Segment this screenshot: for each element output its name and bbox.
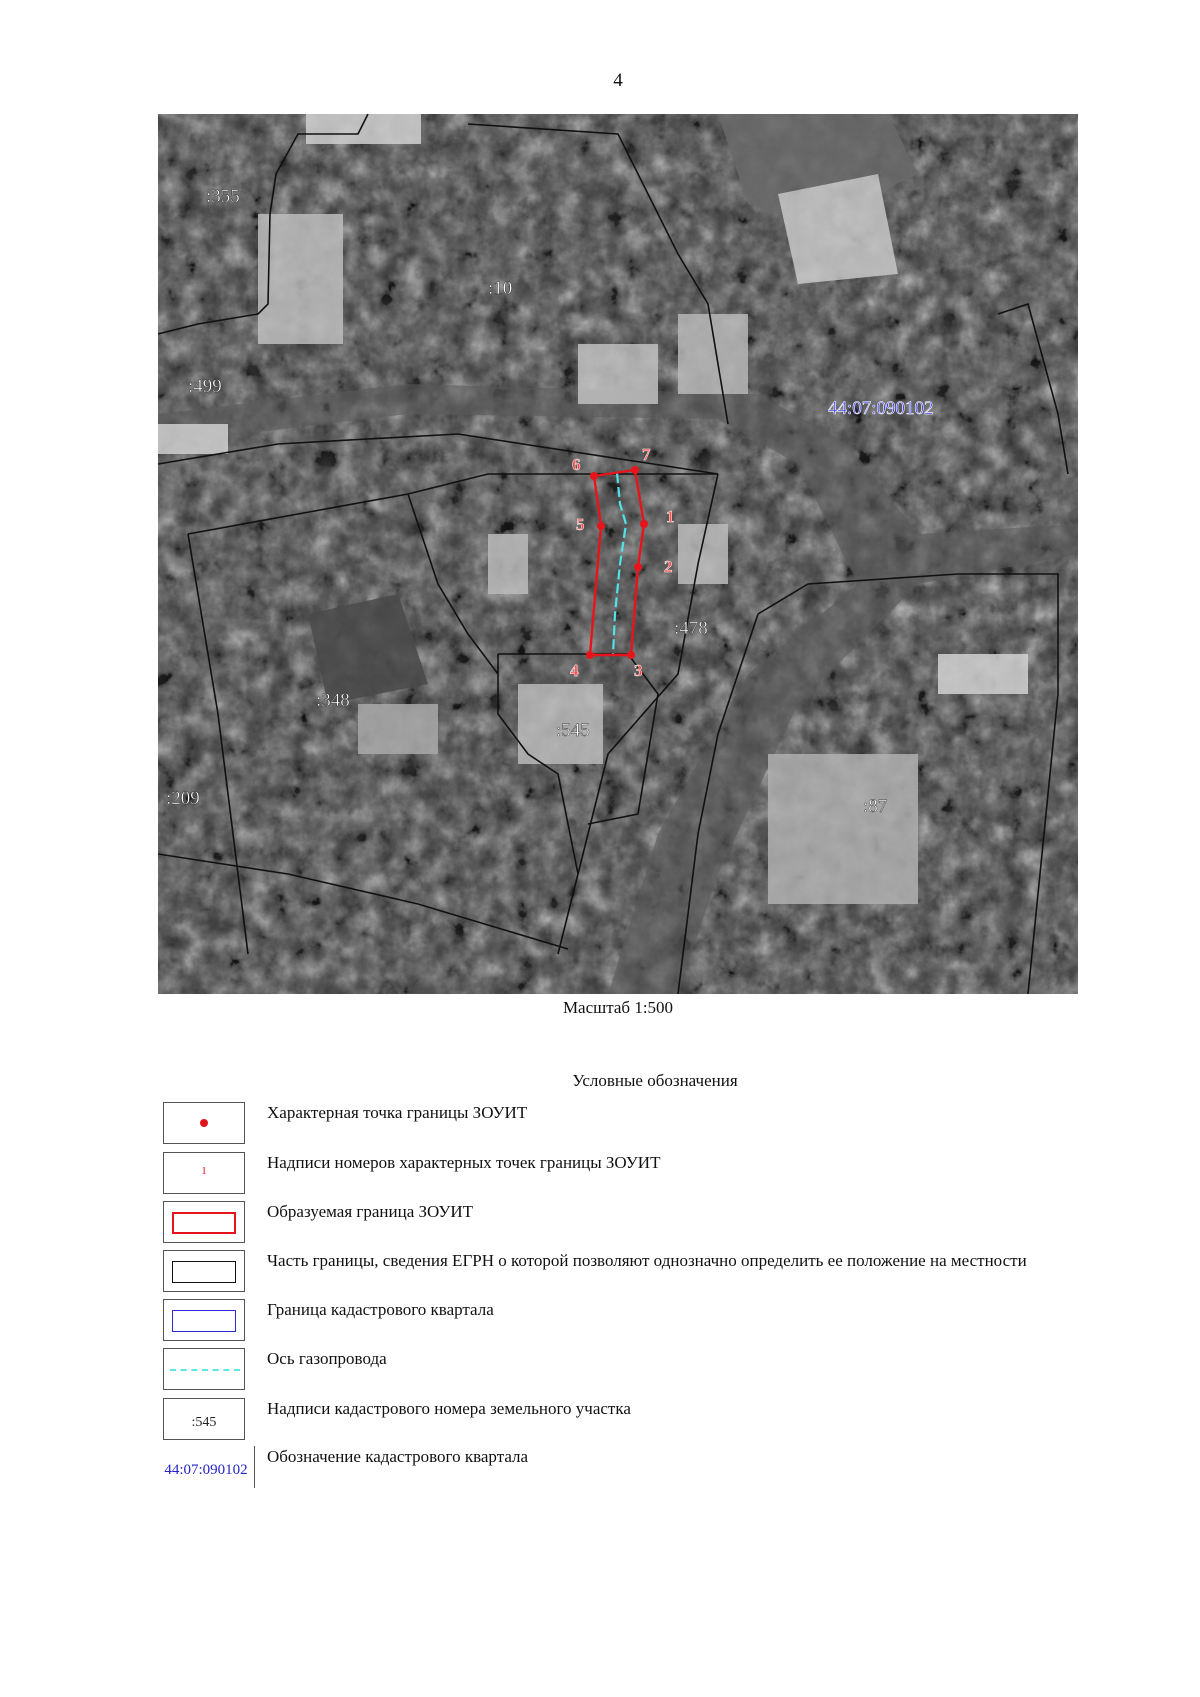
legend-item-quarter-boundary <box>163 1299 1083 1343</box>
legend-item-point-number <box>163 1152 1083 1196</box>
point-label-3: 3 <box>634 661 643 680</box>
zouit-point-2[interactable] <box>634 563 642 571</box>
parcel-label: :545 <box>556 720 590 741</box>
zouit-point-3[interactable] <box>627 651 635 659</box>
legend-text: Обозначение кадастрового квартала <box>267 1447 529 1466</box>
cyan-dashed-line-icon <box>170 1369 240 1371</box>
legend-item-parcel-number <box>163 1398 1083 1442</box>
legend-text: Надписи номеров характерных точек границы ЗОУИТ <box>267 1153 661 1172</box>
zouit-point-5[interactable] <box>597 522 605 530</box>
legend-item-zouit-boundary <box>163 1201 1083 1245</box>
quarter-number-sample: 44:07:090102 <box>164 1462 248 1478</box>
quarter-label: 44:07:090102 <box>828 398 934 419</box>
parcel-label: :209 <box>166 788 200 809</box>
zouit-point-4[interactable] <box>586 651 594 659</box>
parcel-label: :499 <box>188 376 222 397</box>
point-label-6: 6 <box>572 455 581 474</box>
red-rectangle-icon <box>172 1212 236 1234</box>
point-label-5: 5 <box>576 515 585 534</box>
legend-symbol-dashed <box>163 1348 245 1390</box>
parcel-label: :348 <box>316 690 350 711</box>
point-number-sample: 1 <box>201 1165 207 1177</box>
parcel-label: :355 <box>206 186 240 207</box>
zouit-point-6[interactable] <box>590 472 598 480</box>
parcel-label: :478 <box>674 618 708 639</box>
red-dot-icon <box>200 1119 208 1127</box>
legend-symbol-quarter-label <box>157 1446 255 1488</box>
legend-text: Ось газопровода <box>267 1349 387 1368</box>
legend-item-quarter-label <box>157 1446 1077 1490</box>
point-label-7: 7 <box>642 445 651 464</box>
legend-text: Часть границы, сведения ЕГРН о которой позволяют однозначно определить ее положение на местности <box>267 1251 1027 1270</box>
zouit-point-7[interactable] <box>631 466 639 474</box>
legend-symbol-black-rect <box>163 1250 245 1292</box>
point-label-4: 4 <box>570 661 579 680</box>
legend-symbol-blue-rect <box>163 1299 245 1341</box>
point-label-1: 1 <box>666 507 675 526</box>
map-canvas <box>158 114 1078 994</box>
legend-text: Граница кадастрового квартала <box>267 1300 494 1319</box>
legend-title: Условные обозначения <box>572 1071 738 1090</box>
parcel-number-sample: :545 <box>191 1415 217 1430</box>
page-number: 4 <box>613 70 623 91</box>
legend-symbol-point <box>163 1102 245 1144</box>
aerial-map[interactable] <box>158 114 1078 994</box>
scale-caption: Масштаб 1:500 <box>562 998 674 1017</box>
point-label-2: 2 <box>664 557 673 576</box>
parcel-label: :87 <box>863 796 888 817</box>
legend-symbol-red-rect <box>163 1201 245 1243</box>
parcel-label: :10 <box>488 278 513 299</box>
blue-rectangle-icon <box>172 1310 236 1332</box>
zouit-point-1[interactable] <box>640 520 648 528</box>
legend-item-gas-axis <box>163 1348 1083 1392</box>
legend-symbol-parcel-label <box>163 1398 245 1440</box>
legend-text: Характерная точка границы ЗОУИТ <box>267 1103 528 1122</box>
legend-text: Надписи кадастрового номера земельного участка <box>267 1399 631 1418</box>
legend-item-egrn-boundary <box>163 1250 1083 1294</box>
black-rectangle-icon <box>172 1261 236 1283</box>
legend-item-point <box>163 1102 1083 1146</box>
legend-text: Образуемая граница ЗОУИТ <box>267 1202 474 1221</box>
legend-symbol-number <box>163 1152 245 1194</box>
